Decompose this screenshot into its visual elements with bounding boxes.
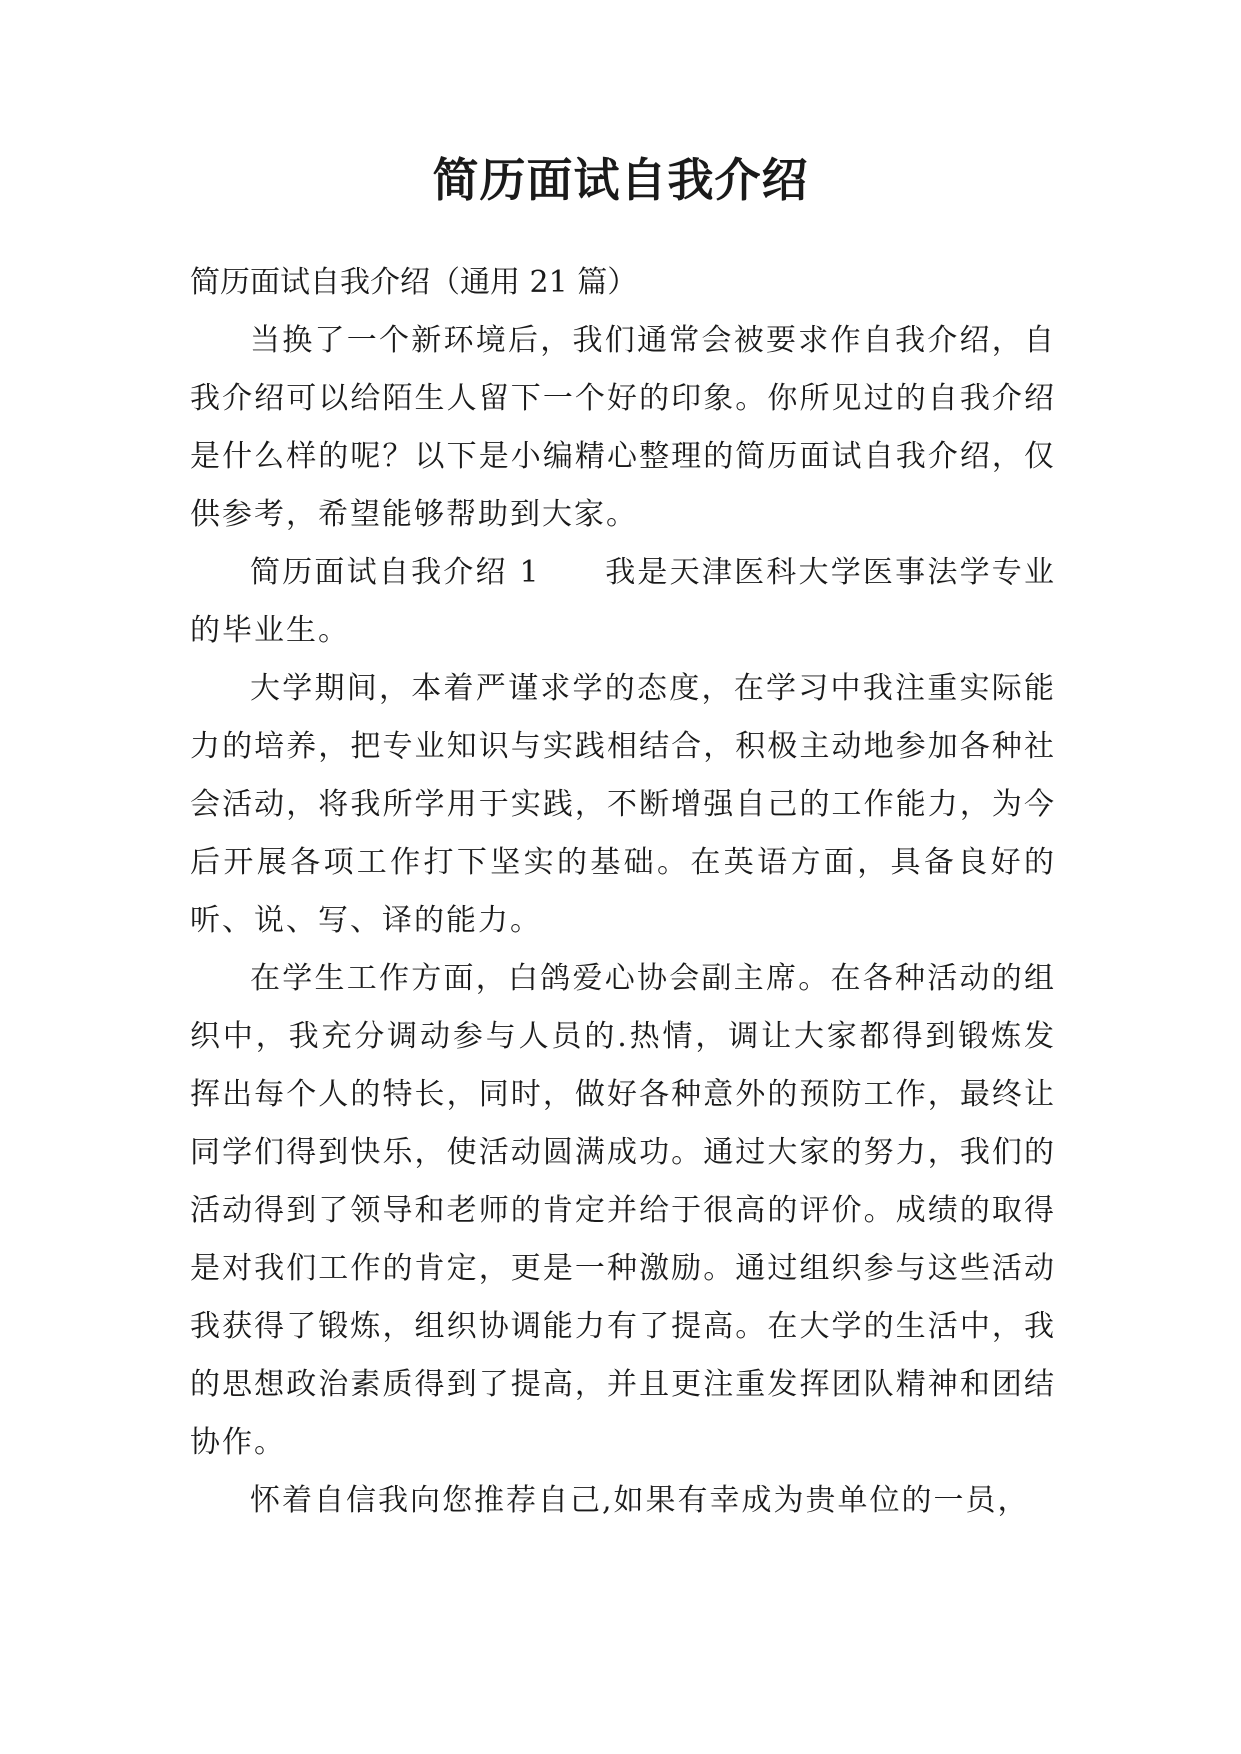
paragraph-intro: 当换了一个新环境后，我们通常会被要求作自我介绍，自我介绍可以给陌生人留下一个好的印象。你所见过的自我介绍是什么样的呢？以下是小编精心整理的简历面试自我介绍，仅供参考，希望能够帮助到大家。 <box>190 323 1056 532</box>
paragraph-university: 大学期间，本着严谨求学的态度，在学习中我注重实际能力的培养，把专业知识与实践相结合，积极主动地参加各种社会活动，将我所学用于实践，不断增强自己的工作能力，为今后开展各项工作打下坚实的基础。在英语方面，具备良好的听、说、写、译的能力。 <box>190 671 1056 938</box>
page-title: 简历面试自我介绍 <box>432 153 809 207</box>
paragraph-section-1-heading: 简历面试自我介绍 1 我是天津医科大学医事法学专业的毕业生。 <box>190 555 1056 648</box>
paragraph-student-work: 在学生工作方面，白鸽爱心协会副主席。在各种活动的组织中，我充分调动参与人员的.热情，调让大家都得到锻炼发挥出每个人的特长，同时，做好各种意外的预防工作，最终让同学们得到快乐，使活动圆满成功。通过大家的努力，我们的活动得到了领导和老师的肯定并给于很高的评价。成绩的取得是对我们工作的肯定，更是一种激励。通过组织参与这些活动我获得了锻炼，组织协调能力有了提高。在大学的生活中，我的思想政治素质得到了提高，并且更注重发挥团队精神和团结协作。 <box>190 961 1056 1460</box>
document-body <box>190 254 1056 1530</box>
paragraph-closing: 怀着自信我向您推荐自己,如果有幸成为贵单位的一员， <box>250 1483 1030 1518</box>
document-subtitle: 简历面试自我介绍（通用 21 篇） <box>190 265 638 300</box>
